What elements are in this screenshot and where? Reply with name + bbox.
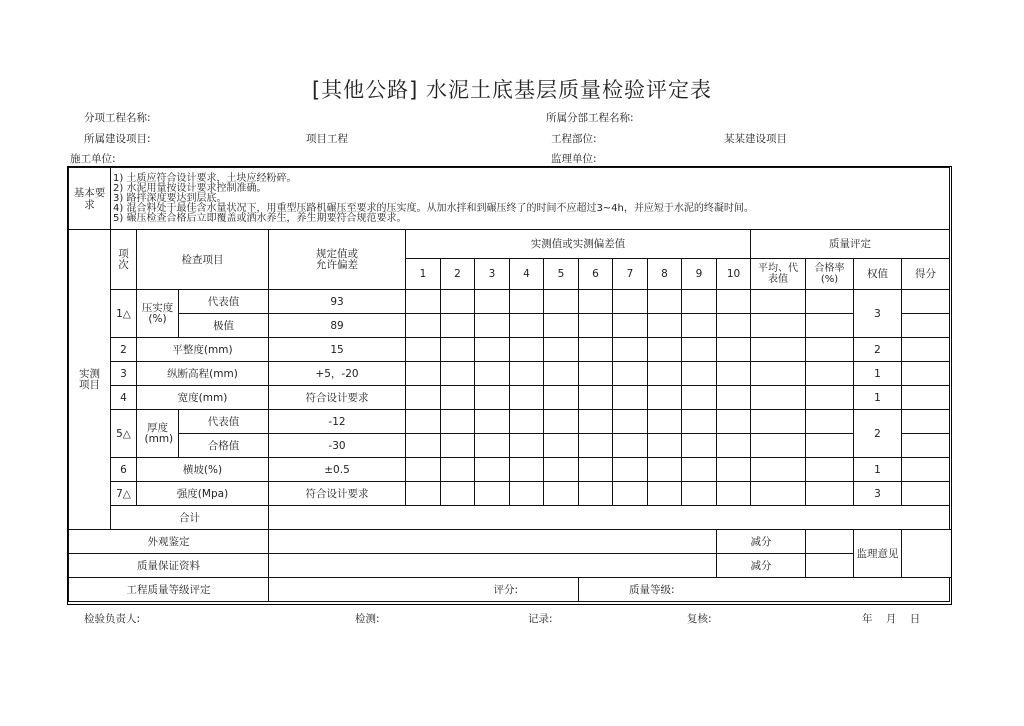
measure-cell[interactable]	[441, 434, 475, 458]
measure-cell[interactable]	[682, 410, 717, 434]
score-cell[interactable]	[902, 338, 950, 362]
measure-cell[interactable]	[613, 434, 648, 458]
measured-items-label	[69, 230, 111, 530]
pass-rate-cell[interactable]	[806, 338, 854, 362]
pass-rate-cell[interactable]	[806, 290, 854, 314]
measure-cell[interactable]	[648, 458, 682, 482]
measure-cell[interactable]	[613, 314, 648, 338]
total-cell[interactable]	[269, 506, 950, 530]
requirement-line: 4) 混合料处于最佳含水量状况下，用重型压路机碾压至要求的压实度。从加水拌和到碾压终了的时间不应超过3~4h，并应短于水泥的终凝时间。	[113, 202, 754, 214]
avg-cell[interactable]	[751, 482, 806, 506]
weight-cell: 3	[854, 290, 902, 338]
measure-cell[interactable]	[682, 482, 717, 506]
test-label: 检测:	[355, 613, 380, 625]
spec-value: ±0.5	[269, 458, 406, 482]
deduct-cell[interactable]	[806, 554, 854, 578]
requirement-line: 5) 碾压检查合格后立即覆盖或洒水养生，养生期要符合规范要求。	[113, 212, 407, 224]
measure-cell[interactable]	[406, 338, 441, 362]
measure-cell[interactable]	[544, 434, 579, 458]
measure-cell[interactable]	[510, 410, 544, 434]
measure-cell[interactable]	[613, 290, 648, 314]
spec-value: +5，-20	[269, 362, 406, 386]
measure-cell[interactable]	[406, 290, 441, 314]
measure-cell[interactable]	[717, 338, 751, 362]
weight-cell: 2	[854, 410, 902, 458]
measure-cell[interactable]	[510, 482, 544, 506]
review-label: 复核:	[687, 613, 712, 625]
item-no: 3	[111, 362, 137, 386]
basic-requirements-text	[111, 168, 950, 230]
measure-cell[interactable]	[613, 386, 648, 410]
measure-cell[interactable]	[406, 314, 441, 338]
item-no: 2	[111, 338, 137, 362]
measure-cell[interactable]	[613, 458, 648, 482]
avg-cell[interactable]	[751, 290, 806, 314]
weight-cell: 1	[854, 386, 902, 410]
measure-cell[interactable]	[441, 386, 475, 410]
spec-value-text: 规定值或允许偏差	[316, 247, 358, 271]
item-name: 宽度(mm)	[137, 386, 269, 410]
pass-rate-cell[interactable]	[806, 362, 854, 386]
construction-project-value: 项目工程	[306, 133, 348, 145]
measure-cell[interactable]	[613, 410, 648, 434]
item-name: 强度(Mpa)	[137, 482, 269, 506]
measure-col: 10	[717, 259, 751, 290]
avg-cell[interactable]	[751, 434, 806, 458]
measure-cell[interactable]	[475, 314, 510, 338]
measure-cell[interactable]	[544, 410, 579, 434]
measure-cell[interactable]	[441, 482, 475, 506]
item-name	[137, 410, 179, 458]
measure-cell[interactable]	[510, 434, 544, 458]
inspection-table	[68, 167, 952, 602]
inspector-label: 检验负责人:	[84, 613, 141, 625]
construction-project-label: 所属建设项目:	[84, 133, 151, 145]
score-cell[interactable]	[902, 290, 950, 314]
score-label-text: 评分:	[493, 583, 518, 596]
appearance-cell[interactable]	[269, 530, 717, 554]
measure-cell[interactable]	[475, 458, 510, 482]
pass-rate-header	[806, 259, 854, 290]
avg-cell[interactable]	[751, 314, 806, 338]
measure-cell[interactable]	[717, 314, 751, 338]
spec-value: 符合设计要求	[269, 482, 406, 506]
check-item-header: 检查项目	[137, 230, 269, 290]
weight-cell: 3	[854, 482, 902, 506]
measure-cell[interactable]	[579, 314, 613, 338]
measure-col: 7	[613, 259, 648, 290]
measure-cell[interactable]	[510, 338, 544, 362]
item-name-text: 压实度(%)	[141, 301, 174, 325]
measure-cell[interactable]	[648, 290, 682, 314]
item-no: 4	[111, 386, 137, 410]
page-title: [其他公路] 水泥土底基层质量检验评定表	[311, 78, 713, 102]
measured-items-text: 实测项目	[79, 367, 100, 391]
item-no: 7△	[111, 482, 137, 506]
measure-col: 9	[682, 259, 717, 290]
measure-cell[interactable]	[406, 458, 441, 482]
measure-cell[interactable]	[648, 362, 682, 386]
measure-cell[interactable]	[441, 362, 475, 386]
quality-docs-label: 质量保证资料	[69, 554, 269, 578]
quality-docs-cell[interactable]	[269, 554, 717, 578]
score-cell[interactable]	[902, 434, 950, 458]
score-cell[interactable]	[902, 410, 950, 434]
measure-cell[interactable]	[510, 458, 544, 482]
measure-cell[interactable]	[475, 290, 510, 314]
measure-cell[interactable]	[648, 386, 682, 410]
weight-cell: 2	[854, 338, 902, 362]
pass-rate-cell[interactable]	[806, 386, 854, 410]
measure-cell[interactable]	[682, 338, 717, 362]
avg-cell[interactable]	[751, 338, 806, 362]
measure-cell[interactable]	[579, 458, 613, 482]
measure-cell[interactable]	[406, 362, 441, 386]
measure-col: 8	[648, 259, 682, 290]
measure-cell[interactable]	[682, 434, 717, 458]
record-label: 记录:	[528, 613, 553, 625]
measure-cell[interactable]	[510, 290, 544, 314]
measure-cell[interactable]	[648, 482, 682, 506]
measure-cell[interactable]	[544, 386, 579, 410]
grade-label-text: 质量等级:	[629, 583, 675, 596]
measure-cell[interactable]	[441, 458, 475, 482]
sub-item: 极值	[179, 314, 269, 338]
measure-col: 6	[579, 259, 613, 290]
measure-cell[interactable]	[406, 410, 441, 434]
measure-cell[interactable]	[717, 362, 751, 386]
pass-rate-cell[interactable]	[806, 314, 854, 338]
measure-cell[interactable]	[544, 362, 579, 386]
measure-cell[interactable]	[441, 410, 475, 434]
measure-cell[interactable]	[406, 434, 441, 458]
grade-label	[579, 578, 950, 602]
measure-cell[interactable]	[613, 482, 648, 506]
measure-col: 3	[475, 259, 510, 290]
parent-project-label: 所属分部工程名称:	[546, 112, 634, 124]
item-name-text: 厚度(mm)	[144, 421, 174, 445]
measure-col: 5	[544, 259, 579, 290]
appearance-label: 外观鉴定	[69, 530, 269, 554]
quality-eval-header: 质量评定	[751, 230, 950, 259]
measure-col: 1	[406, 259, 441, 290]
measure-cell[interactable]	[682, 458, 717, 482]
part-value: 某某建设项目	[724, 133, 787, 145]
measure-cell[interactable]	[544, 338, 579, 362]
avg-header	[751, 259, 806, 290]
spec-value: 89	[269, 314, 406, 338]
avg-cell[interactable]	[751, 458, 806, 482]
measure-cell[interactable]	[682, 362, 717, 386]
score-cell[interactable]	[902, 482, 950, 506]
measure-cell[interactable]	[475, 362, 510, 386]
measure-cell[interactable]	[475, 338, 510, 362]
weight-header: 权值	[854, 259, 902, 290]
spec-value: -12	[269, 410, 406, 434]
date-label: 年 月 日	[862, 613, 921, 625]
item-name: 纵断高程(mm)	[137, 362, 269, 386]
deduct-label: 减分	[717, 530, 806, 554]
pass-rate-cell[interactable]	[806, 434, 854, 458]
measure-cell[interactable]	[579, 386, 613, 410]
item-no: 5△	[111, 410, 137, 458]
measure-cell[interactable]	[510, 314, 544, 338]
score-cell[interactable]	[902, 314, 950, 338]
part-label: 工程部位:	[551, 133, 597, 145]
measure-cell[interactable]	[579, 362, 613, 386]
score-cell[interactable]	[902, 458, 950, 482]
pass-rate-cell[interactable]	[806, 410, 854, 434]
measure-cell[interactable]	[544, 314, 579, 338]
contractor-label: 施工单位:	[70, 153, 116, 165]
deduct-cell[interactable]	[806, 530, 854, 554]
measure-cell[interactable]	[648, 314, 682, 338]
sub-item: 合格值	[179, 434, 269, 458]
supervisor-opinion-cell[interactable]	[902, 530, 952, 578]
measure-cell[interactable]	[648, 338, 682, 362]
score-cell[interactable]	[902, 362, 950, 386]
avg-cell[interactable]	[751, 362, 806, 386]
measure-cell[interactable]	[406, 386, 441, 410]
requirement-line: 1) 土质应符合设计要求，土块应经粉碎。	[113, 172, 297, 184]
measure-cell[interactable]	[717, 482, 751, 506]
measure-cell[interactable]	[717, 386, 751, 410]
measure-cell[interactable]	[579, 482, 613, 506]
item-name: 横坡(%)	[137, 458, 269, 482]
avg-cell[interactable]	[751, 386, 806, 410]
item-no: 6	[111, 458, 137, 482]
spec-value: 符合设计要求	[269, 386, 406, 410]
item-no-text: 项次	[118, 247, 129, 271]
measure-cell[interactable]	[682, 314, 717, 338]
sub-item: 代表值	[179, 290, 269, 314]
measure-cell[interactable]	[475, 482, 510, 506]
score-header: 得分	[902, 259, 950, 290]
measure-cell[interactable]	[406, 482, 441, 506]
measure-cell[interactable]	[648, 434, 682, 458]
measure-cell[interactable]	[717, 458, 751, 482]
measure-cell[interactable]	[648, 410, 682, 434]
weight-cell: 1	[854, 458, 902, 482]
measure-cell[interactable]	[475, 410, 510, 434]
item-no: 1△	[111, 290, 137, 338]
measure-cell[interactable]	[579, 410, 613, 434]
measure-cell[interactable]	[510, 362, 544, 386]
supervisor-opinion-label: 监理意见	[854, 530, 902, 578]
measure-col: 2	[441, 259, 475, 290]
measure-cell[interactable]	[510, 386, 544, 410]
supervisor-label: 监理单位:	[551, 153, 597, 165]
item-no-header	[111, 230, 137, 290]
item-name	[137, 290, 179, 338]
avg-text: 平均、代表值	[758, 263, 798, 285]
measure-cell[interactable]	[613, 338, 648, 362]
spec-value-header	[269, 230, 406, 290]
measure-cell[interactable]	[441, 290, 475, 314]
measure-cell[interactable]	[441, 338, 475, 362]
requirement-line: 3) 路拌深度要达到层底。	[113, 192, 227, 204]
grade-eval-label: 工程质量等级评定	[69, 578, 269, 602]
deduct-label: 减分	[717, 554, 806, 578]
measure-cell[interactable]	[475, 434, 510, 458]
sub-project-label: 分项工程名称:	[84, 112, 151, 124]
measure-cell[interactable]	[544, 290, 579, 314]
weight-cell: 1	[854, 362, 902, 386]
measure-cell[interactable]	[717, 434, 751, 458]
spec-value: 15	[269, 338, 406, 362]
measure-cell[interactable]	[717, 410, 751, 434]
measure-col: 4	[510, 259, 544, 290]
measure-cell[interactable]	[579, 434, 613, 458]
avg-cell[interactable]	[751, 410, 806, 434]
measure-cell[interactable]	[682, 386, 717, 410]
spec-value: -30	[269, 434, 406, 458]
measure-cell[interactable]	[717, 290, 751, 314]
measured-values-header: 实测值或实测偏差值	[406, 230, 751, 259]
basic-requirements-label: 基本要求	[69, 168, 111, 230]
measure-cell[interactable]	[544, 458, 579, 482]
score-cell[interactable]	[902, 386, 950, 410]
total-label: 合计	[111, 506, 269, 530]
measure-cell[interactable]	[682, 290, 717, 314]
spec-value: 93	[269, 290, 406, 314]
measure-cell[interactable]	[579, 338, 613, 362]
pass-rate-cell[interactable]	[806, 482, 854, 506]
sub-item: 代表值	[179, 410, 269, 434]
measure-cell[interactable]	[441, 314, 475, 338]
measure-cell[interactable]	[475, 386, 510, 410]
measure-cell[interactable]	[579, 290, 613, 314]
score-label	[269, 578, 579, 602]
measure-cell[interactable]	[544, 482, 579, 506]
requirement-line: 2) 水泥用量按设计要求控制准确。	[113, 182, 267, 194]
pass-rate-text: 合格率(%)	[814, 263, 845, 285]
measure-cell[interactable]	[613, 362, 648, 386]
item-name: 平整度(mm)	[137, 338, 269, 362]
pass-rate-cell[interactable]	[806, 458, 854, 482]
